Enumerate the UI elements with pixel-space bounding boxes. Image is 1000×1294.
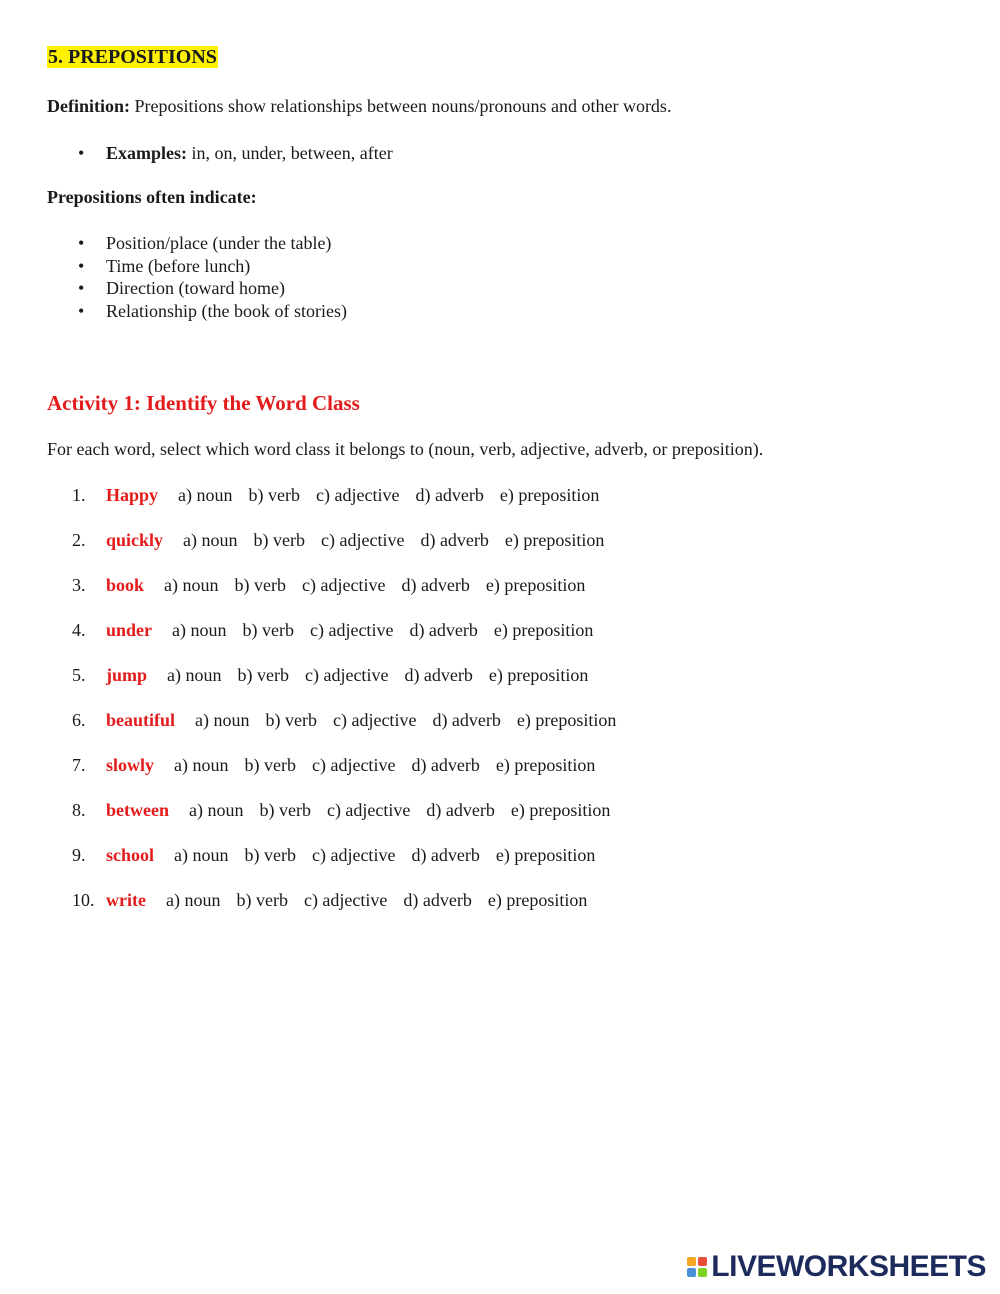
option-adverb[interactable]: d) adverb: [403, 890, 472, 910]
question-list: [72, 484, 632, 934]
option-adjective[interactable]: c) adjective: [309, 620, 394, 640]
option-verb[interactable]: b) verb: [244, 845, 296, 865]
question-word: beautiful: [106, 710, 176, 730]
question-word: between: [106, 800, 169, 820]
option-adverb[interactable]: d) adverb: [411, 845, 480, 865]
uses-list: [74, 232, 347, 322]
option-noun[interactable]: a) noun: [195, 710, 250, 730]
indicate-label: Prepositions often indicate:: [47, 187, 257, 207]
option-noun[interactable]: a) noun: [172, 620, 227, 640]
option-verb[interactable]: b) verb: [259, 800, 311, 820]
option-adverb[interactable]: d) adverb: [432, 710, 501, 730]
option-verb[interactable]: b) verb: [265, 710, 317, 730]
question-word: slowly: [106, 755, 155, 775]
option-adverb[interactable]: d) adverb: [411, 755, 480, 775]
option-noun[interactable]: a) noun: [174, 755, 229, 775]
option-adjective[interactable]: c) adjective: [311, 845, 396, 865]
option-noun[interactable]: a) noun: [167, 665, 222, 685]
option-adjective[interactable]: c) adjective: [311, 755, 396, 775]
activity-instructions: For each word, select which word class it belongs to (noun, verb, adjective, adverb, or preposition).: [47, 439, 764, 459]
question-number: 7.: [72, 755, 86, 775]
option-adverb[interactable]: d) adverb: [409, 620, 478, 640]
question-item: [72, 754, 632, 799]
question-number: 9.: [72, 845, 86, 865]
examples-list: [74, 142, 393, 165]
question-item: [72, 799, 632, 844]
option-adjective[interactable]: c) adjective: [303, 890, 388, 910]
liveworksheets-logo: [687, 1250, 986, 1284]
question-word: jump: [106, 665, 148, 685]
list-item: • Direction (toward home): [74, 277, 347, 300]
option-preposition[interactable]: e) preposition: [485, 575, 586, 595]
list-item: • Time (before lunch): [74, 255, 347, 278]
question-number: 3.: [72, 575, 86, 595]
question-item: [72, 529, 632, 574]
option-adverb[interactable]: d) adverb: [420, 530, 489, 550]
option-adjective[interactable]: c) adjective: [332, 710, 417, 730]
question-number: 1.: [72, 485, 86, 505]
option-noun[interactable]: a) noun: [183, 530, 238, 550]
option-preposition[interactable]: e) preposition: [504, 530, 605, 550]
question-item: [72, 664, 632, 709]
question-item: [72, 574, 632, 619]
option-verb[interactable]: b) verb: [234, 575, 286, 595]
question-item: [72, 619, 632, 664]
question-number: 2.: [72, 530, 86, 550]
logo-square: [698, 1257, 707, 1266]
option-verb[interactable]: b) verb: [242, 620, 294, 640]
option-preposition[interactable]: e) preposition: [510, 800, 611, 820]
question-word: quickly: [106, 530, 164, 550]
definition: [47, 96, 671, 117]
option-verb[interactable]: b) verb: [236, 890, 288, 910]
option-noun[interactable]: a) noun: [188, 800, 244, 820]
question-item: [72, 484, 632, 529]
option-adjective[interactable]: c) adjective: [302, 575, 386, 595]
logo-square: [698, 1268, 707, 1277]
examples-label: Examples:: [106, 143, 187, 163]
option-verb[interactable]: b) verb: [253, 530, 305, 550]
definition-text: Prepositions show relationships between nouns/pronouns and other words.: [130, 96, 672, 116]
option-adverb[interactable]: d) adverb: [401, 575, 470, 595]
logo-square: [687, 1257, 696, 1266]
question-number: 10.: [72, 890, 95, 910]
option-preposition[interactable]: e) preposition: [495, 845, 596, 865]
question-item: [72, 844, 632, 889]
section-heading-text: 5. PREPOSITIONS: [48, 46, 217, 68]
logo-text: LIVEWORKSHEETS: [711, 1250, 986, 1283]
option-verb[interactable]: b) verb: [237, 665, 289, 685]
option-verb[interactable]: b) verb: [244, 755, 296, 775]
option-adjective[interactable]: c) adjective: [316, 485, 400, 505]
question-word: book: [106, 575, 145, 595]
option-noun[interactable]: a) noun: [164, 575, 219, 595]
question-number: 4.: [72, 620, 86, 640]
question-number: 8.: [72, 800, 86, 820]
examples-text: in, on, under, between, after: [187, 143, 393, 163]
liveworksheets-mark-icon: [687, 1257, 707, 1277]
option-preposition[interactable]: e) preposition: [488, 665, 589, 685]
option-preposition[interactable]: e) preposition: [516, 710, 617, 730]
examples-item: [74, 142, 393, 165]
option-noun[interactable]: a) noun: [174, 845, 229, 865]
question-item: [72, 709, 632, 754]
option-adjective[interactable]: c) adjective: [321, 530, 405, 550]
question-word: under: [106, 620, 153, 640]
option-preposition[interactable]: e) preposition: [499, 485, 600, 505]
question-item: [72, 889, 632, 934]
question-word: write: [106, 890, 146, 910]
list-item: • Relationship (the book of stories): [74, 300, 347, 323]
option-noun[interactable]: a) noun: [165, 890, 221, 910]
section-heading: [47, 46, 218, 69]
option-preposition[interactable]: e) preposition: [495, 755, 596, 775]
option-noun[interactable]: a) noun: [178, 485, 233, 505]
question-word: school: [106, 845, 155, 865]
option-preposition[interactable]: e) preposition: [493, 620, 594, 640]
option-preposition[interactable]: e) preposition: [487, 890, 588, 910]
logo-square: [687, 1268, 696, 1277]
question-number: 6.: [72, 710, 86, 730]
question-number: 5.: [72, 665, 86, 685]
option-adjective[interactable]: c) adjective: [326, 800, 411, 820]
question-word: Happy: [106, 485, 159, 505]
option-adverb[interactable]: d) adverb: [426, 800, 495, 820]
option-verb[interactable]: b) verb: [248, 485, 300, 505]
option-adverb[interactable]: d) adverb: [415, 485, 484, 505]
list-item: • Position/place (under the table): [74, 232, 347, 255]
definition-label: Definition:: [47, 96, 130, 116]
option-adverb[interactable]: d) adverb: [404, 665, 473, 685]
activity-title: Activity 1: Identify the Word Class: [47, 391, 360, 415]
option-adjective[interactable]: c) adjective: [304, 665, 389, 685]
